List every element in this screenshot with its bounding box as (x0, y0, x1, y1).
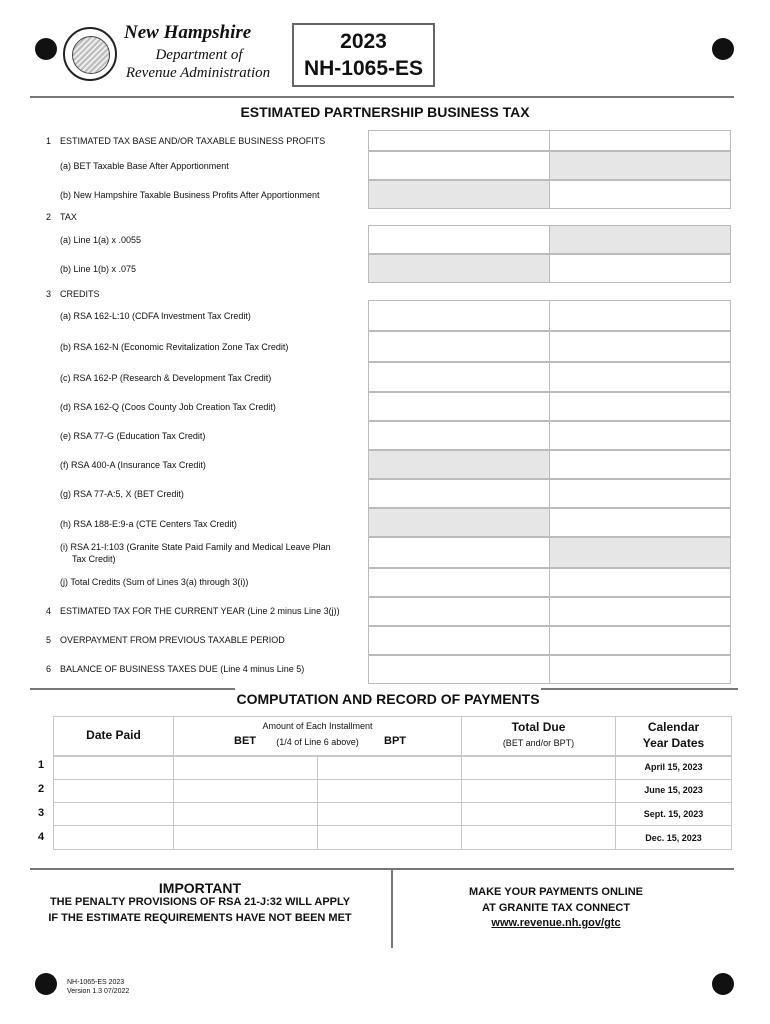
payment-due-date: April 15, 2023 (644, 762, 703, 772)
field-1b-bet (368, 180, 550, 209)
important-title: IMPORTANT (158, 880, 242, 896)
field-3i-bpt (549, 537, 731, 568)
field-3j-bet[interactable] (368, 568, 550, 597)
notice-rule (30, 868, 734, 870)
line-number: 1 (46, 136, 52, 146)
field-1b-bpt[interactable] (549, 180, 731, 209)
agency-name: New Hampshire (124, 22, 252, 43)
field-3a-bet[interactable] (368, 300, 550, 331)
payment-bet-field[interactable] (173, 802, 318, 826)
field-4-bet[interactable] (368, 597, 550, 626)
field-3g-bpt[interactable] (549, 479, 731, 508)
line-label: (f) RSA 400-A (Insurance Tax Credit) (60, 460, 206, 470)
field-3c-bet[interactable] (368, 362, 550, 392)
footer-form-id: NH-1065-ES 2023 (67, 979, 125, 986)
header-amount: Amount of Each Installment (262, 721, 373, 731)
line-label: ESTIMATED TAX BASE AND/OR TAXABLE BUSINESS PROFITS (60, 136, 326, 146)
header-bpt: BPT (384, 735, 406, 747)
field-3d-bpt[interactable] (549, 392, 731, 421)
payment-due-date: June 15, 2023 (644, 785, 703, 795)
field-3e-bet[interactable] (368, 421, 550, 450)
payments-rule-left (30, 688, 235, 690)
footer-version: Version 1.3 07/2022 (67, 988, 130, 995)
header-bet: BET (234, 735, 256, 747)
line-label: BALANCE OF BUSINESS TAXES DUE (Line 4 minus Line 5) (60, 664, 305, 674)
payment-total-field[interactable] (461, 779, 616, 803)
field-3g-bet[interactable] (368, 479, 550, 508)
online-line-1: MAKE YOUR PAYMENTS ONLINE (469, 886, 643, 898)
field-2a-bet[interactable] (368, 225, 550, 254)
field-1a-bet[interactable] (368, 151, 550, 180)
form-year: 2023 (340, 30, 387, 53)
field-3a-bpt[interactable] (549, 300, 731, 331)
header-amount-note: (1/4 of Line 6 above) (276, 737, 359, 747)
field-3e-bpt[interactable] (549, 421, 731, 450)
important-line-2: IF THE ESTIMATE REQUIREMENTS HAVE NOT BEEN MET (48, 912, 352, 924)
field-2a-bpt (549, 225, 731, 254)
payment-bet-field[interactable] (173, 756, 318, 780)
line-label: (i) RSA 21-I:103 (Granite State Paid Family and Medical Leave Plan (60, 542, 331, 552)
payment-row-number: 2 (38, 783, 45, 795)
field-4-bpt[interactable] (549, 597, 731, 626)
state-seal-icon (63, 27, 117, 81)
bet-header-box (368, 130, 550, 151)
line-label: TAX (60, 212, 77, 222)
line-label: (j) Total Credits (Sum of Lines 3(a) through 3(i)) (60, 577, 249, 587)
registration-mark-top-left (35, 38, 57, 60)
line-number: 5 (46, 635, 52, 645)
payment-row-number: 4 (38, 831, 45, 843)
field-3f-bpt[interactable] (549, 450, 731, 479)
line-label: (a) RSA 162-L:10 (CDFA Investment Tax Credit) (60, 311, 251, 321)
payment-date-field[interactable] (53, 802, 174, 826)
registration-mark-bottom-right (712, 973, 734, 995)
form-title: ESTIMATED PARTNERSHIP BUSINESS TAX (240, 104, 530, 120)
notice-divider (391, 868, 393, 948)
line-label: (b) New Hampshire Taxable Business Profits After Apportionment (60, 190, 320, 200)
field-3d-bet[interactable] (368, 392, 550, 421)
payment-due-date: Dec. 15, 2023 (645, 833, 702, 843)
payment-bpt-field[interactable] (317, 756, 462, 780)
payments-title: COMPUTATION AND RECORD OF PAYMENTS (236, 691, 540, 707)
form-id-box (292, 23, 435, 87)
line-number: 4 (46, 606, 52, 616)
payment-bpt-field[interactable] (317, 825, 462, 850)
field-2b-bet (368, 254, 550, 283)
payment-total-field[interactable] (461, 825, 616, 850)
field-6-bpt[interactable] (549, 655, 731, 684)
line-label: CREDITS (60, 289, 100, 299)
header-rule (30, 96, 734, 98)
field-5-bpt[interactable] (549, 626, 731, 655)
field-3h-bet (368, 508, 550, 537)
line-label: (b) Line 1(b) x .075 (60, 264, 137, 274)
agency-division: Revenue Administration (125, 65, 271, 81)
line-label: (h) RSA 188-E:9-a (CTE Centers Tax Credit) (60, 519, 237, 529)
line-label: (g) RSA 77-A:5, X (BET Credit) (60, 489, 184, 499)
field-1a-bpt (549, 151, 731, 180)
field-3b-bet[interactable] (368, 331, 550, 362)
bpt-header-box (549, 130, 731, 151)
field-5-bet[interactable] (368, 626, 550, 655)
field-3f-bet (368, 450, 550, 479)
payment-bet-field[interactable] (173, 825, 318, 850)
form-number: NH-1065-ES (303, 57, 424, 80)
field-3h-bpt[interactable] (549, 508, 731, 537)
payment-bet-field[interactable] (173, 779, 318, 803)
important-line-1: THE PENALTY PROVISIONS OF RSA 21-J:32 WILL APPLY (49, 896, 351, 908)
header-date-paid: Date Paid (86, 728, 141, 742)
field-3c-bpt[interactable] (549, 362, 731, 392)
online-line-2: AT GRANITE TAX CONNECT (481, 902, 631, 914)
header-year-dates: Year Dates (642, 736, 705, 750)
online-url-link[interactable]: www.revenue.nh.gov/gtc (491, 917, 621, 929)
field-3j-bpt[interactable] (549, 568, 731, 597)
line-label: (c) RSA 162-P (Research & Development Tax Credit) (60, 373, 272, 383)
payments-rule-right (541, 688, 738, 690)
payment-total-field[interactable] (461, 802, 616, 826)
line-number: 2 (46, 212, 52, 222)
payment-row-number: 1 (38, 759, 45, 771)
payment-date-field[interactable] (53, 779, 174, 803)
payment-due-date: Sept. 15, 2023 (643, 809, 704, 819)
registration-mark-bottom-left (35, 973, 57, 995)
field-3b-bpt[interactable] (549, 331, 731, 362)
line-label: (d) RSA 162-Q (Coos County Job Creation Tax Credit) (60, 402, 276, 412)
line-label: Tax Credit) (72, 554, 116, 564)
field-6-bet[interactable] (368, 655, 550, 684)
line-label: (a) BET Taxable Base After Apportionment (60, 161, 229, 171)
payment-date-field[interactable] (53, 756, 174, 780)
line-label: OVERPAYMENT FROM PREVIOUS TAXABLE PERIOD (60, 635, 285, 645)
line-label: (e) RSA 77-G (Education Tax Credit) (60, 431, 206, 441)
payment-bpt-field[interactable] (317, 802, 462, 826)
line-label: (a) Line 1(a) x .0055 (60, 235, 142, 245)
header-calendar: Calendar (647, 720, 700, 734)
line-number: 3 (46, 289, 52, 299)
payment-total-field[interactable] (461, 756, 616, 780)
line-number: 6 (46, 664, 52, 674)
payment-date-field[interactable] (53, 825, 174, 850)
payment-bpt-field[interactable] (317, 779, 462, 803)
line-label: (b) RSA 162-N (Economic Revitalization Zone Tax Credit) (60, 342, 289, 352)
payment-row-number: 3 (38, 807, 45, 819)
header-total-due: Total Due (511, 720, 566, 734)
line-label: ESTIMATED TAX FOR THE CURRENT YEAR (Line 2 minus Line 3(j)) (60, 606, 340, 616)
agency-department: Department of (155, 47, 243, 63)
registration-mark-top-right (712, 38, 734, 60)
field-2b-bpt[interactable] (549, 254, 731, 283)
field-3i-bet[interactable] (368, 537, 550, 568)
header-total-note: (BET and/or BPT) (502, 738, 575, 748)
